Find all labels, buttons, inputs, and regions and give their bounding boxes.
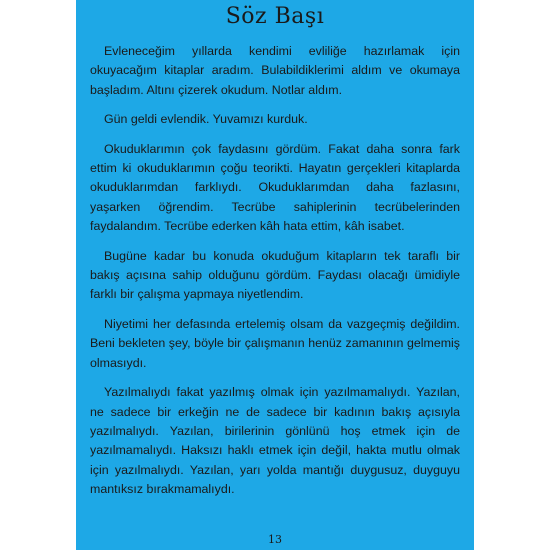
paragraph: Bugüne kadar bu konuda okuduğum kitapların tek taraflı bir bakış açısına sahip olduğunu gördüm. Faydası olacağı ümidiyle farklı bir çalışma yapmaya niyetlendim. xyxy=(90,248,460,302)
paragraph: Evleneceğim yıllarda kendimi evliliğe hazırlamak için okuyacağım kitaplar aradım. Bulabildiklerimi aldım ve okumaya başladım. Altını çizerek okudum. Notlar aldım. xyxy=(90,44,460,97)
page-number: 13 xyxy=(268,533,282,546)
page-title: Söz Başı xyxy=(225,4,325,29)
paragraph: Yazılmalıydı fakat yazılmış olmak için yazılmamalıydı. Yazılan, ne sadece bir erkeğin ne de sadece bir kadının bakış açısıyla yazılmalıydı. Yazılan, birilerinin gönlünü hoş etmek için de yazılmamalıydı. Haksızı haklı etmek için değil, hakta mutlu olmak için yazılmalıydı. Yazılan, yarı yolda mantığı duygusuz, duyguyu mantıksız bırakmamalıydı. xyxy=(90,385,460,497)
paragraph: Niyetimi her defasında ertelemiş olsam da vazgeçmiş değildim. Beni bekleten şey, böyle bir çalışmanın henüz zamanının gelmemiş olmasıydı. xyxy=(90,316,460,370)
paragraph: Okuduklarımın çok faydasını gördüm. Fakat daha sonra fark ettim ki okuduklarımın çoğu teorikti. Hayatın gerçekleri kitaplarda okuduklarımdan farklıydı. Okuduklarımdan daha fazlasını, yaşarken öğrendim. Tecrübe sahiplerinin tecrübelerinden faydalandım. Tecrübe ederken kâh hata ettim, kâh isabet. xyxy=(90,141,460,234)
page-body xyxy=(90,42,460,510)
paragraph: Gün geldi evlendik. Yuvamızı kurduk. xyxy=(104,112,308,127)
book-page xyxy=(76,0,474,550)
